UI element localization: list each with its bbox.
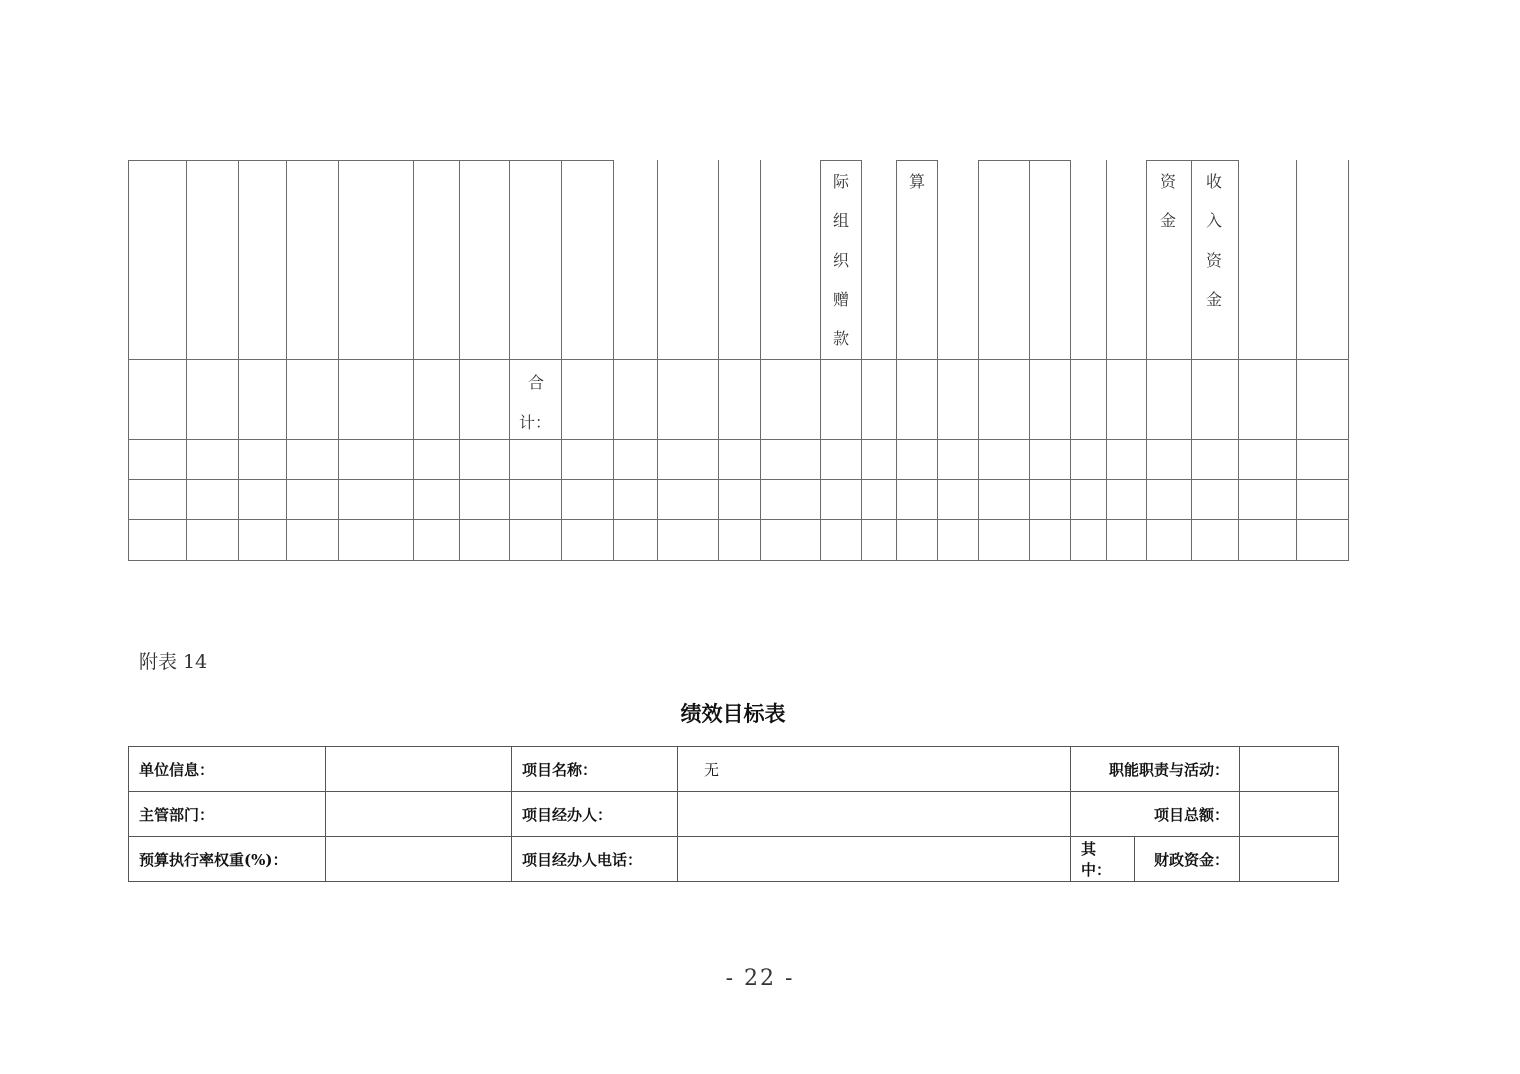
duties-label: 职能职责与活动： — [1071, 747, 1240, 792]
table-grid-line — [1146, 160, 1147, 561]
unit-info-field[interactable] — [326, 747, 512, 792]
table-grid-line — [128, 160, 129, 561]
form-title: 绩效目标表 — [680, 701, 786, 726]
table-grid-line — [820, 160, 821, 561]
table-grid-line — [128, 560, 1349, 561]
budget-header-col14: 际组织赠款 — [832, 172, 849, 349]
manager-phone-field[interactable] — [678, 837, 1071, 882]
table-grid-line — [286, 160, 287, 561]
budget-header-col16: 算 — [908, 172, 925, 191]
table-row — [129, 837, 1339, 882]
fiscal-field[interactable] — [1240, 837, 1339, 882]
dept-field[interactable] — [326, 792, 512, 837]
table-grid-line — [459, 160, 460, 561]
performance-target-table — [128, 746, 1339, 882]
table-grid-line — [1191, 160, 1192, 561]
table-grid-line — [338, 160, 339, 561]
table-grid-line — [186, 160, 187, 561]
manager-label: 项目经办人： — [512, 792, 678, 837]
table-grid-line — [413, 160, 414, 561]
table-grid-line — [1029, 160, 1030, 561]
table-grid-line — [1296, 160, 1297, 561]
table-grid-line — [613, 160, 614, 561]
table-grid-line — [896, 160, 938, 161]
table-grid-line — [128, 359, 1349, 360]
table-grid-line — [978, 160, 1071, 161]
table-grid-line — [1238, 160, 1239, 561]
total-label-2: 计： — [519, 413, 552, 432]
table-grid-line — [978, 160, 979, 561]
total-amount-field[interactable] — [1240, 792, 1339, 837]
weight-field[interactable] — [326, 837, 512, 882]
table-grid-line — [509, 160, 510, 561]
total-label: 合 — [528, 373, 545, 392]
table-grid-line — [128, 160, 614, 161]
table-grid-line — [861, 160, 862, 561]
table-grid-line — [1146, 160, 1239, 161]
page-number: - 22 - — [725, 966, 795, 991]
table-grid-line — [760, 160, 761, 561]
table-grid-line — [718, 160, 719, 561]
table-grid-line — [820, 160, 862, 161]
project-name-label: 项目名称： — [512, 747, 678, 792]
table-grid-line — [128, 479, 1349, 480]
manager-phone-label: 项目经办人电话： — [512, 837, 678, 882]
table-grid-line — [1348, 160, 1349, 561]
of-which-label: 其中： — [1071, 837, 1135, 882]
duties-field[interactable] — [1240, 747, 1339, 792]
project-name-value[interactable]: 无 — [678, 747, 1071, 792]
budget-header-col23: 收入资金 — [1205, 172, 1222, 309]
table-grid-line — [561, 160, 562, 561]
unit-info-label: 单位信息： — [129, 747, 326, 792]
table-grid-line — [238, 160, 239, 561]
table-grid-line — [937, 160, 938, 561]
dept-label: 主管部门： — [129, 792, 326, 837]
total-amount-label: 项目总额： — [1071, 792, 1240, 837]
manager-field[interactable] — [678, 792, 1071, 837]
budget-header-col22: 资金 — [1159, 172, 1176, 231]
table-grid-line — [1070, 160, 1071, 561]
table-row — [129, 792, 1339, 837]
table-row — [129, 747, 1339, 792]
table-grid-line — [896, 160, 897, 561]
appendix-label: 附表 14 — [139, 651, 208, 673]
table-grid-line — [657, 160, 658, 561]
table-grid-line — [1106, 160, 1107, 561]
table-grid-line — [128, 519, 1349, 520]
weight-label: 预算执行率权重(%)： — [129, 837, 326, 882]
fiscal-label: 财政资金： — [1135, 837, 1240, 882]
table-grid-line — [128, 439, 1349, 440]
